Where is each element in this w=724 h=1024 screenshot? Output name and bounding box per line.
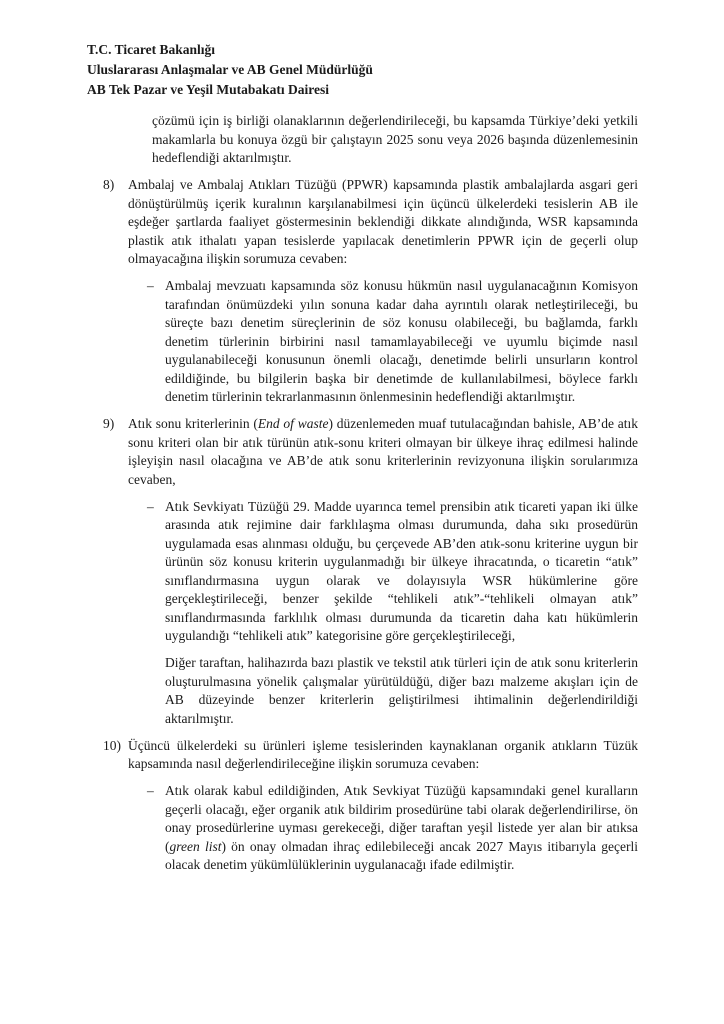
item-number-marker: 9) [103,416,115,431]
paragraph [165,654,638,728]
paragraph-text: Atık olarak kabul edildiğinden, Atık Sevkiyat Tüzüğü kapsamındaki genel kuralların geçerli olacağı, eğer organik atık bildirim prosedürüne tabi olarak değerlendirilirse, ön onay prosedürlerine uyması gerekeceği, diğer taraftan yeşil listede yer alan bir atıksa (green list) ön onay olmadan ihraç edilebileceği ancak 2027 Mayıs itibarıyla geçerli olacak denetim yükümlülüklerinin uygulanacağı ifade edilmiştir. [165,783,638,872]
paragraph-text: Ambalaj mevzuatı kapsamında söz konusu hükmün nasıl uygulanacağının Komisyon tarafından önümüzdeki yılın sonuna kadar daha ayrıntılı olarak netleştirileceği, bu süreçte bazı denetim süreçlerinin de söz konusu olabileceği, bu bağlamda, farklı denetim türlerinin birbirini nasıl tamamlayabileceği ve uyumlu biçimde nasıl uygulanabileceği konusunun önemli olacağı, denetimde belirli unsurların kontrol edildiğinde, bu bilgilerin başka bir denetimde de kullanılabilmesi, böylece farklı denetim türlerinin tekrarlanmasının önlenmesinin hedeflendiği aktarılmıştır. [165,278,638,404]
paragraph-text: çözümü için iş birliği olanaklarının değerlendirileceği, bu kapsamda Türkiye’deki yetkili makamlarla bu konuya özgü bir çalıştayın 2025 sonu veya 2026 başında düzenlemesinin hedeflendiği aktarılmıştır. [152,113,638,165]
numbered-item [103,176,638,269]
bullet-item [147,498,638,646]
letterhead-line-ministry: T.C. Ticaret Bakanlığı [87,42,216,57]
italic-phrase: green list [169,838,222,854]
italic-phrase: End of waste [257,416,329,431]
bullet-dash-marker: – [147,278,154,293]
letterhead [87,40,373,100]
bullet-dash-marker: – [147,783,154,798]
paragraph-text: Üçüncü ülkelerdeki su ürünleri işleme tesislerinden kaynaklanan organik atıkların Tüzük kapsamında nasıl değerlendirileceğine ilişkin sorumuza cevaben: [128,737,638,771]
bullet-item [147,277,638,407]
paragraph [152,112,638,168]
item-number-marker: 10) [103,737,121,753]
letterhead-line-department: AB Tek Pazar ve Yeşil Mutabakatı Dairesi [87,82,330,97]
letterhead-line-directorate: Uluslararası Anlaşmalar ve AB Genel Müdürlüğü [87,62,373,77]
bullet-item [147,782,638,875]
numbered-item [103,737,638,774]
paragraph-text: Diğer taraftan, halihazırda bazı plastik ve tekstil atık türleri için de atık sonu kriterlerin oluşturulmasına yönelik çalışmalar yürütüldüğü, diğer bazı malzeme akışları için de AB düzeyinde benzer kriterlerin geliştirilmesi ihtimalinin değerlendirildiği aktarılmıştır. [165,655,638,726]
numbered-item [103,415,638,489]
bullet-dash-marker: – [147,498,154,514]
document-body [0,112,638,883]
paragraph-text: Ambalaj ve Ambalaj Atıkları Tüzüğü (PPWR) kapsamında plastik ambalajlarda asgari geri dönüştürülmüş içerik kuralının karşılanabilmesi için üçüncü ülkelerdeki tesislerin AB ile eşdeğer şartlarda faaliyet göstermesinin beklendiği dikkate alındığında, WSR kapsamında plastik atık ithalatı yapan tesislerde yapılacak denetimlerin PPWR için de geçerli olup olmayacağına ilişkin sorumuza cevaben: [128,177,638,266]
paragraph-text: Atık Sevkiyatı Tüzüğü 29. Madde uyarınca temel prensibin atık ticareti yapan iki ülke arasında atık rejimine dair farklılaşma olması durumunda, daha sıkı prosedürün uygulamada esas alınması olduğu, bu çerçevede AB’den atık-sonu kriterine uygun bir ürünün söz konusu kriterin uygulanmadığı bir ülkeye ihracatında, o ticaretin “atık” sınıflandırmasına uygun olarak ve dolayısıyla WSR hükümlerine göre gerçekleştirileceği, benzer şekilde “tehlikeli atık”-“tehlikeli olmayan atık” sınıflandırmasında farklılık olması durumunda da ticaretin daha katı hükümlerin uygulandığı “tehlikeli atık” kategorisine göre gerçekleştirileceği, [165,498,638,643]
item-number-marker: 8) [103,177,115,192]
paragraph-text: Atık sonu kriterlerinin (End of waste) düzenlemeden muaf tutulacağından bahisle, AB’de atık sonu kriteri olan bir atık türünün atık-sonu kriteri olmayan bir ülkeye ihraç edilmesi halinde işleyişin nasıl olacağına ve AB’de atık sonu kriterlerinin revizyonuna ilişkin sorularımıza cevaben, [128,416,638,487]
